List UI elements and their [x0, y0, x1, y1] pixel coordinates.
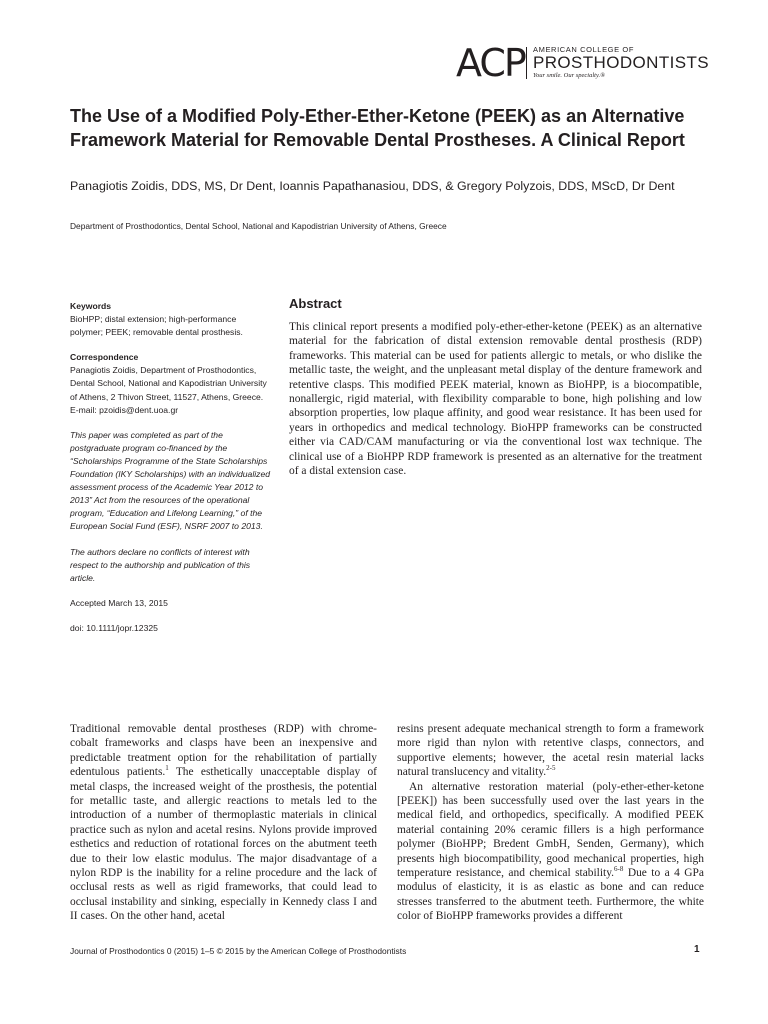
logo-tagline: Your smile. Our specialty.®: [533, 72, 606, 79]
logo-line2: PROSTHODONTISTS: [533, 53, 710, 72]
accepted-date: Accepted March 13, 2015: [70, 597, 168, 608]
body-column-right: [397, 722, 704, 924]
keywords-heading: Keywords: [70, 301, 112, 311]
citation[interactable]: 6-8: [614, 865, 624, 874]
logo-divider: [526, 47, 527, 79]
paper-title: The Use of a Modified Poly-Ether-Ether-Ketone (PEEK) as an Alternative Framework Material for Removable Dental Prostheses. A Clinical Report: [70, 106, 685, 150]
abstract-heading: Abstract: [289, 296, 342, 311]
conflict-note: The authors declare no conflicts of interest with respect to the authorship and publication of this article.: [70, 546, 251, 583]
body-paragraph: Traditional removable dental prostheses (RDP) with chrome-cobalt frameworks and clasps have been an inexpensive and predictable treatment option for the rehabilitation of partially edentulous patients.$^1$ The esthetically unacceptable display of metal clasps, the increased weight of the prosthesis, the potential for metallic taste, and allergic reactions to metals led to the introduction of a number of thermoplastic materials in clinical practice such as nylon and acetal resins. Nylons provide improved esthetics and reduction of rotational forces on the abutment teeth due to their low elastic modulus. The major disadvantage of a nylon RDP is the inability for a reline procedure and the lack of occlusal rests as well as rigid frameworks, that could lead to occlusal instability and sinking, especially in Kennedy class I and II cases. On the other hand, acetal: [70, 723, 377, 923]
correspondence-heading: Correspondence: [70, 352, 139, 363]
doi[interactable]: doi: 10.1111/jopr.12325: [70, 622, 158, 633]
correspondence-email[interactable]: E-mail: pzoidis@dent.uoa.gr: [70, 404, 179, 415]
citation[interactable]: 1: [165, 764, 169, 773]
keywords: BioHPP; distal extension; high-performance polymer; PEEK; removable dental prosthesis.: [70, 314, 243, 338]
journal-footer: Journal of Prosthodontics 0 (2015) 1–5 © 2015 by the American College of Prosthodontists: [70, 946, 407, 956]
citation[interactable]: 2-5: [546, 764, 556, 773]
body-paragraph: resins present adequate mechanical strength to form a framework more rigid than nylon with retentive clasps, connectors, and supportive elements; however, the acetal resin material lacks natural translucency and vitality.$^{2-5}$: [397, 723, 704, 779]
logo-mark: ACP: [456, 41, 525, 85]
acp-logo: [456, 41, 716, 85]
page-number: 1: [694, 944, 700, 955]
body-column-left: [70, 722, 377, 924]
funding-note: This paper was completed as part of the postgraduate program co-financed by the “Scholarships Programme of the State Scholarships Foundation (IKY Scholarships) with an individualized assessment process of the Academic Year 2012 to 2013” Act from the resources of the operational program, “Education and Lifelong Learning,” of the European Social Fund (ESF), NSRF 2007 to 2013.: [70, 429, 270, 532]
body-paragraph: An alternative restoration material (poly-ether-ether-ketone [PEEK]) has been successfully used over the last years in the medical field, and orthopedics, specifically. A modified PEEK material containing 20% ceramic fillers is a high performance polymer (BioHPP; Bredent GmbH, Senden, Germany), which presents high biocompatibility, good mechanical properties, high temperature resistance, and chemical stability.$^{6-8}$ Due to a 4 GPa modulus of elasticity, it is as elastic as bone and can reduce stresses transferred to the abutment teeth. Furthermore, the white color of BioHPP frameworks provides a different: [397, 780, 704, 923]
sidebar: [70, 300, 270, 635]
author-list: Panagiotis Zoidis, DDS, MS, Dr Dent, Ioannis Papathanasiou, DDS, & Gregory Polyzois, DDS, MScD, Dr Dent: [70, 179, 675, 193]
abstract-text: This clinical report presents a modified poly-ether-ether-ketone (PEEK) as an alternative material for the fabrication of distal extension removable dental prosthesis (RDP) frameworks. This material can be used for patients allergic to metals, or who dislike the metallic taste, the weight, and the unpleasant metal display of the denture framework and retentive clasps. This modified PEEK material, known as BioHPP, is a biocompatible, nonallergic, rigid material, with flexibility comparable to bone, high polishing and low absorption properties, low plaque affinity, and good wear resistance. It has been used for years in orthopedics and medical technology. BioHPP frameworks can be constructed either via CAD/CAM manufacturing or via the conventional lost wax technique. The clinical use of a BioHPP RDP framework is presented as an alternative for the treatment of a distal extension case.: [289, 321, 702, 478]
correspondence-address: Panagiotis Zoidis, Department of Prosthodontics, Dental School, National and Kapodistrian University of Athens, 2 Thivon Street, 11527, Athens, Greece.: [70, 365, 267, 402]
affiliation: Department of Prosthodontics, Dental School, National and Kapodistrian University of Athens, Greece: [70, 221, 447, 231]
logo-line1: AMERICAN COLLEGE OF: [533, 45, 635, 54]
